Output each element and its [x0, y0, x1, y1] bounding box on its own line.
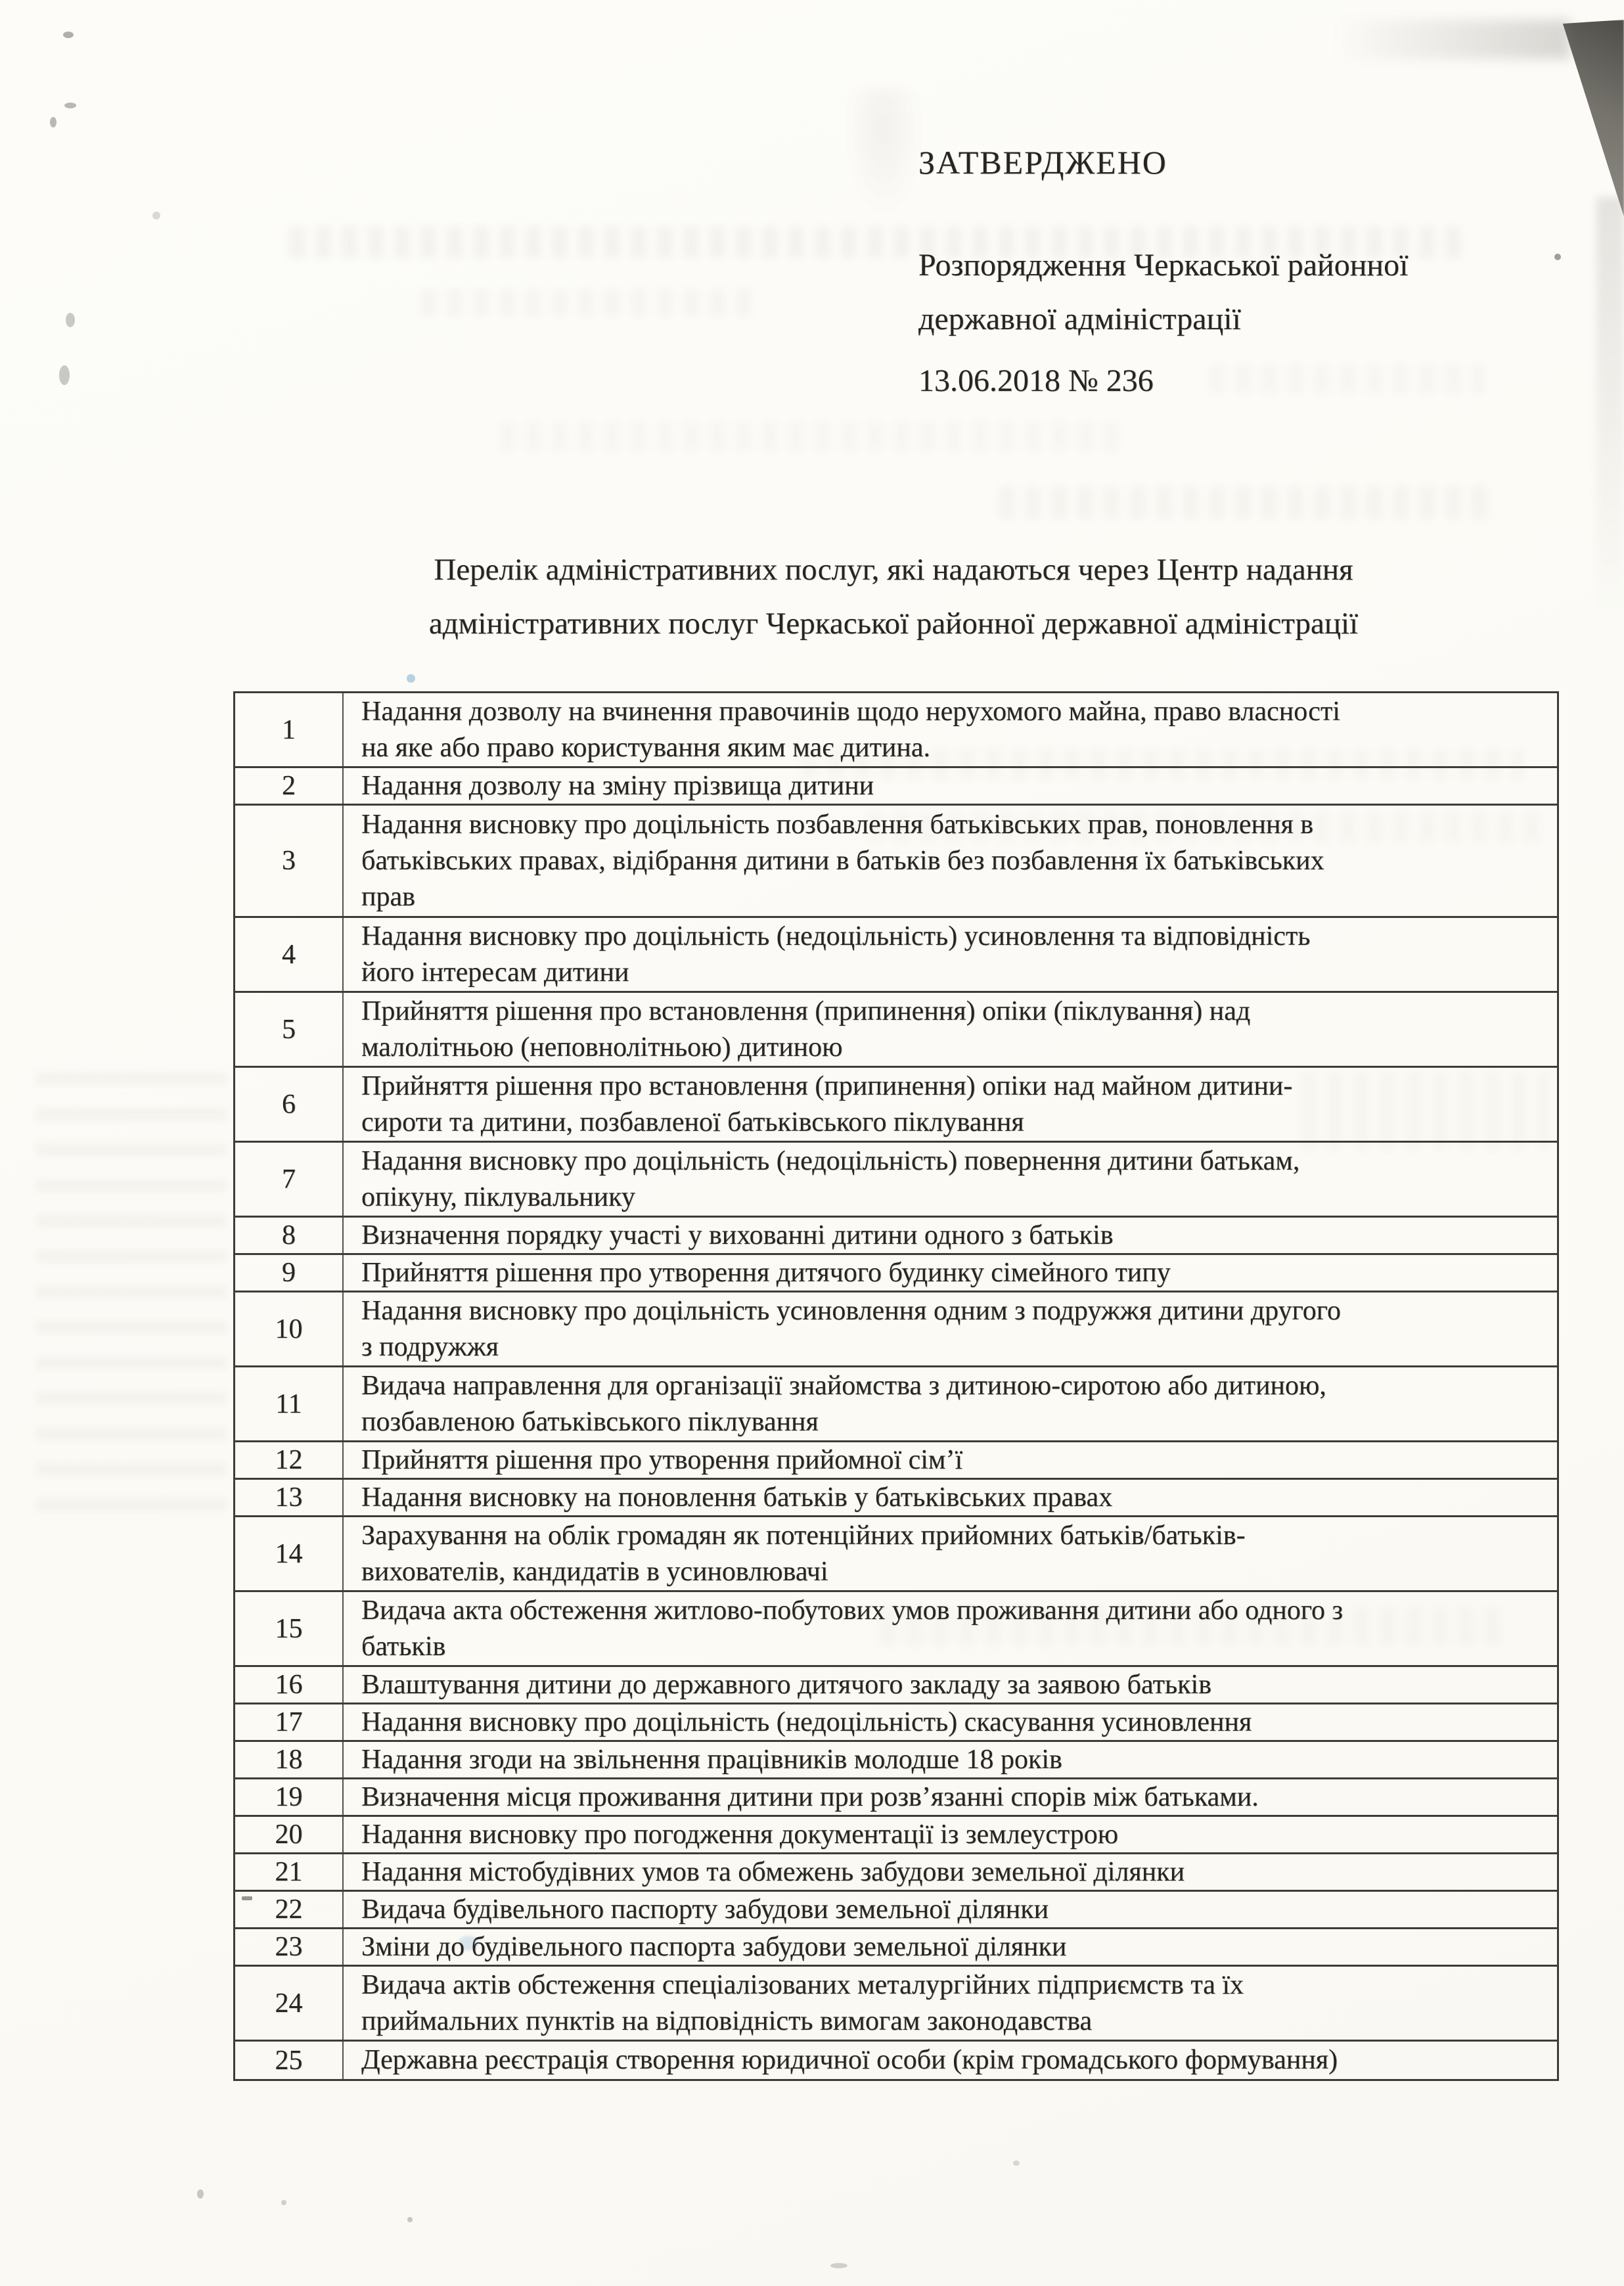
row-text-cell [344, 1704, 1557, 1740]
row-text-cell [344, 1967, 1557, 2040]
row-text-line: Надання висновку про доцільність позбавлення батьківських прав, поновлення в [361, 809, 1314, 840]
row-text-cell [344, 1255, 1557, 1291]
table-row [235, 1892, 1557, 1929]
table-row [235, 1742, 1557, 1779]
row-number-cell: 25 [235, 2042, 344, 2079]
approval-date-number: 13.06.2018 № 236 [918, 363, 1154, 398]
row-number-cell: 24 [235, 1967, 344, 2040]
row-text-cell [344, 693, 1557, 766]
row-number-cell: 9 [235, 1255, 344, 1291]
row-text-line: його інтересам дитини [361, 957, 629, 988]
row-text-cell [344, 768, 1557, 804]
row-text-line: на яке або право користування яким має дитина. [361, 732, 931, 763]
row-number-cell: 13 [235, 1480, 344, 1515]
scan-smudge-top [1334, 20, 1570, 59]
row-text-cell [344, 1218, 1557, 1253]
row-text-line: Визначення порядку участі у вихованні дитини одного з батьків [361, 1220, 1114, 1250]
row-number-cell: 14 [235, 1517, 344, 1590]
row-text-line: Прийняття рішення про встановлення (припинення) опіки над майном дитини- [361, 1070, 1293, 1101]
scan-speck [197, 2189, 204, 2199]
table-row [235, 806, 1557, 918]
row-text-cell [344, 1480, 1557, 1515]
scan-speck [63, 32, 74, 38]
row-text-cell [344, 1892, 1557, 1927]
row-text-line: Влаштування дитини до державного дитячого закладу за заявою батьків [361, 1669, 1212, 1700]
table-row [235, 1817, 1557, 1854]
row-text-cell [344, 1068, 1557, 1141]
table-row [235, 2042, 1557, 2079]
table-row [235, 1218, 1557, 1255]
table-row [235, 918, 1557, 993]
document-title-line-2: адміністративних послуг Черкаської районної державної адміністрації [428, 606, 1359, 641]
row-text-line: Надання висновку про доцільність (недоцільність) скасування усиновлення [361, 1706, 1252, 1737]
row-number-cell: 15 [235, 1592, 344, 1665]
table-row [235, 1779, 1557, 1817]
row-number-cell: 18 [235, 1742, 344, 1777]
row-text-line: батьків [361, 1631, 446, 1662]
row-text-cell [344, 1667, 1557, 1703]
row-number-cell: 2 [235, 768, 344, 804]
row-number-cell: 8 [235, 1218, 344, 1253]
row-text-cell [344, 806, 1557, 916]
row-text-line: батьківських правах, відібрання дитини в батьків без позбавлення їх батьківських [361, 845, 1324, 876]
row-text-line: приймальних пунктів на відповідність вимогам законодавства [361, 2005, 1093, 2036]
row-text-cell [344, 1854, 1557, 1890]
scan-streak-right-edge [1596, 197, 1624, 618]
row-text-line: Надання висновку про доцільність (недоцільність) усиновлення та відповідність [361, 921, 1311, 951]
scan-speck [281, 2200, 286, 2205]
row-text-line: позбавленою батьківського піклування [361, 1406, 819, 1437]
row-text-line: прав [361, 881, 415, 912]
bleedthrough-text [420, 289, 762, 317]
scan-speck [64, 103, 76, 108]
row-text-line: Надання висновку про доцільність усиновлення одним з подружжя дитини другого [361, 1295, 1341, 1326]
table-row [235, 1367, 1557, 1442]
table-row [235, 1292, 1557, 1367]
row-text-line: Державна реєстрація створення юридичної особи (крім громадського формування) [361, 2045, 1338, 2075]
row-number-cell: 17 [235, 1704, 344, 1740]
row-number-cell: 16 [235, 1667, 344, 1703]
scan-speck [152, 212, 160, 219]
row-number-cell: 7 [235, 1143, 344, 1216]
row-number-cell: 10 [235, 1292, 344, 1365]
row-text-line: опікуну, піклувальнику [361, 1181, 635, 1212]
row-text-cell [344, 1817, 1557, 1852]
row-text-line: сироти та дитини, позбавленої батьківського піклування [361, 1107, 1024, 1137]
row-text-cell [344, 1367, 1557, 1440]
scan-speck [59, 365, 70, 385]
row-number-cell: 4 [235, 918, 344, 991]
row-text-cell [344, 1292, 1557, 1365]
ink-dot-blue [407, 674, 415, 683]
row-text-line: Надання висновку на поновлення батьків у батьківських правах [361, 1482, 1113, 1513]
row-text-line: Зарахування на облік громадян як потенційних прийомних батьків/батьків- [361, 1520, 1246, 1551]
table-row [235, 1480, 1557, 1517]
document-title [276, 543, 1511, 651]
row-text-line: Надання згоди на звільнення працівників молодше 18 років [361, 1744, 1062, 1775]
bleedthrough-emblem [844, 89, 923, 220]
row-text-line: Видача направлення для організації знайомства з дитиною-сиротою або дитиною, [361, 1370, 1326, 1401]
scan-speck [66, 313, 75, 327]
table-row [235, 1255, 1557, 1292]
document-title-line-1: Перелік адміністративних послуг, які надаються через Центр надання [434, 553, 1353, 587]
row-text-line: Надання дозволу на зміну прізвища дитини [361, 770, 874, 801]
row-text-line: Надання дозволу на вчинення правочинів щодо нерухомого майна, право власності [361, 696, 1340, 727]
row-number-cell: 5 [235, 993, 344, 1066]
table-row [235, 993, 1557, 1068]
row-text-cell [344, 1592, 1557, 1665]
row-text-cell [344, 1779, 1557, 1815]
scan-speck [1013, 2160, 1020, 2166]
row-text-line: Зміни до будівельного паспорта забудови земельної ділянки [361, 1931, 1067, 1962]
row-text-line: Надання висновку про доцільність (недоцільність) повернення дитини батькам, [361, 1145, 1300, 1176]
row-number-cell: 11 [235, 1367, 344, 1440]
row-text-line: Прийняття рішення про утворення прийомної сім’ї [361, 1444, 963, 1475]
row-text-cell [344, 918, 1557, 991]
row-number-cell: 22 [235, 1892, 344, 1927]
bleedthrough-text [999, 486, 1498, 519]
scan-speck [407, 2217, 413, 2222]
bleedthrough-margin-text [36, 1064, 227, 1511]
table-row [235, 1854, 1557, 1892]
row-text-line: Надання висновку про погодження документації із землеустрою [361, 1819, 1119, 1850]
row-text-line: з подружжя [361, 1331, 499, 1362]
row-text-line: Визначення місця проживання дитини при розв’язанні спорів між батьками. [361, 1781, 1259, 1812]
table-row [235, 1143, 1557, 1218]
scan-speck [1554, 254, 1561, 260]
scan-speck [50, 117, 56, 127]
row-number-cell: 12 [235, 1442, 344, 1478]
row-number-cell: 3 [235, 806, 344, 916]
approval-label: ЗАТВЕРДЖЕНО [918, 144, 1167, 181]
row-text-line: Видача будівельного паспорту забудови земельної ділянки [361, 1894, 1049, 1925]
row-text-cell [344, 2042, 1557, 2079]
scan-speck [830, 2263, 847, 2268]
table-row [235, 693, 1557, 768]
row-number-cell: 23 [235, 1929, 344, 1965]
row-text-line: Видача актів обстеження спеціалізованих металургійних підприємств та їх [361, 1969, 1244, 2000]
row-number-cell: 1 [235, 693, 344, 766]
row-number-cell: 19 [235, 1779, 344, 1815]
row-text-cell [344, 1143, 1557, 1216]
row-text-cell [344, 1442, 1557, 1478]
row-text-line: Прийняття рішення про встановлення (припинення) опіки (піклування) над [361, 995, 1251, 1026]
row-number-cell: 20 [235, 1817, 344, 1852]
approval-order-line-1: Розпорядження Черкаської районної [918, 248, 1409, 283]
row-text-line: малолітньою (неповнолітньою) дитиною [361, 1032, 843, 1063]
row-text-line: вихователів, кандидатів в усиновлювачі [361, 1556, 828, 1587]
approval-order-line-2: державної адміністрації [918, 302, 1241, 336]
table-row [235, 1068, 1557, 1143]
table-row [235, 1704, 1557, 1742]
row-text-cell [344, 1742, 1557, 1777]
row-text-cell [344, 993, 1557, 1066]
row-text-cell [344, 1929, 1557, 1965]
row-text-line: Прийняття рішення про утворення дитячого будинку сімейного типу [361, 1257, 1171, 1288]
row-text-cell [344, 1517, 1557, 1590]
table-row [235, 768, 1557, 806]
table-row [235, 1667, 1557, 1704]
table-row [235, 1592, 1557, 1667]
row-number-cell: 21 [235, 1854, 344, 1890]
row-text-line: Надання містобудівних умов та обмежень забудови земельної ділянки [361, 1856, 1185, 1887]
table-row [235, 1967, 1557, 2042]
row-number-cell: 6 [235, 1068, 344, 1141]
table-row [235, 1929, 1557, 1967]
row-text-line: Видача акта обстеження житлово-побутових умов проживання дитини або одного з [361, 1595, 1343, 1626]
table-row [235, 1442, 1557, 1480]
bleedthrough-text [1209, 365, 1485, 394]
services-table [233, 691, 1559, 2081]
table-row [235, 1517, 1557, 1592]
bleedthrough-text [499, 421, 1123, 452]
